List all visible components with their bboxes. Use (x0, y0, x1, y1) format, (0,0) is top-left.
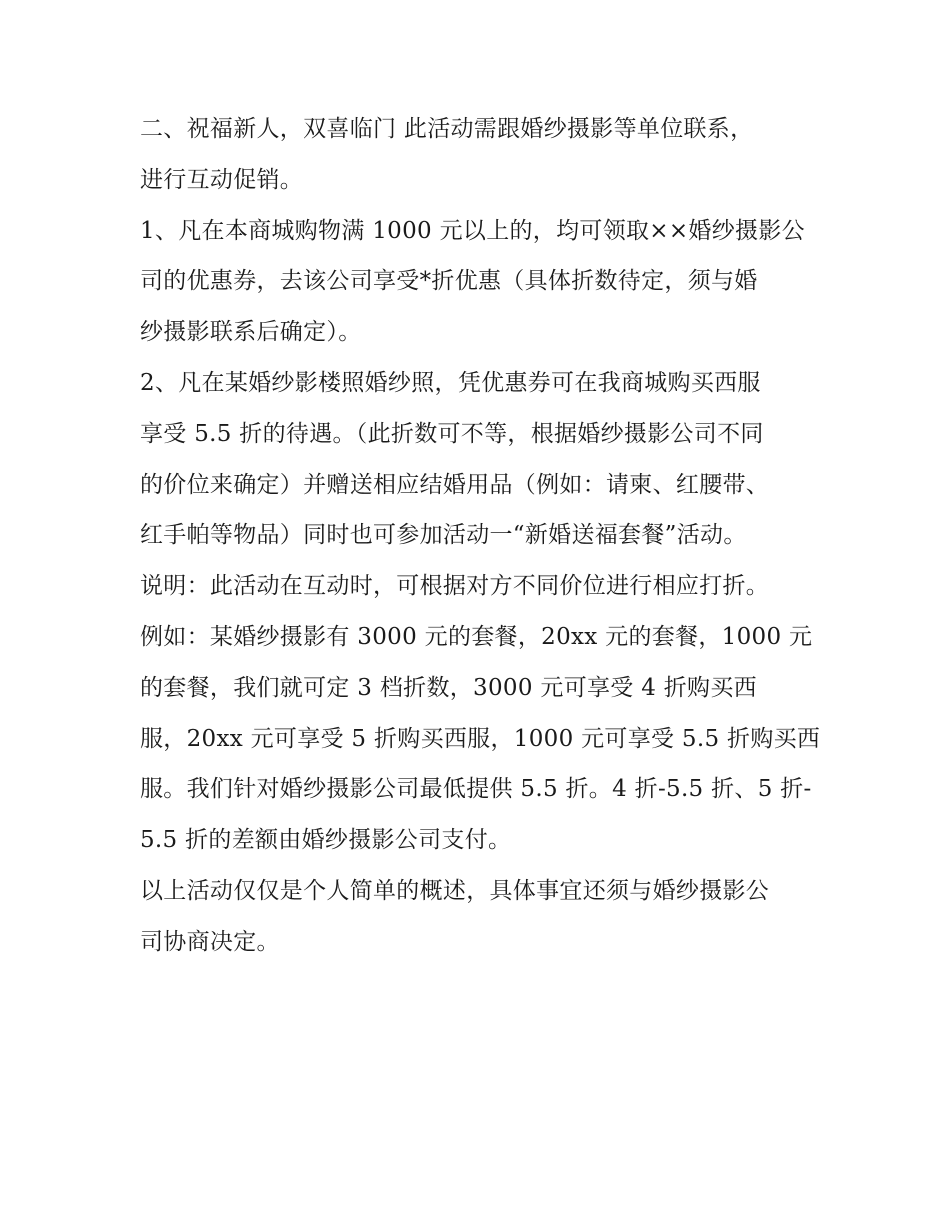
text-line: 的价位来确定）并赠送相应结婚用品（例如：请柬、红腰带、 (140, 471, 770, 498)
text-line: 2、凡在某婚纱影楼照婚纱照，凭优惠券可在我商城购买西服 (140, 369, 761, 396)
text-line: 二、祝福新人，双喜临门 此活动需跟婚纱摄影等单位联系， (140, 116, 754, 142)
text-line: 说明：此活动在互动时，可根据对方不同价位进行相应打折。 (140, 573, 770, 600)
text-line: 司协商决定。 (140, 928, 280, 955)
text-line: 例如：某婚纱摄影有 3000 元的套餐，20xx 元的套餐，1000 元 (140, 623, 813, 650)
text-line: 1、凡在本商城购物满 1000 元以上的，均可领取××婚纱摄影公 (140, 217, 805, 244)
text-line: 的套餐，我们就可定 3 档折数，3000 元可享受 4 折购买西 (140, 674, 757, 701)
text-line: 司的优惠券，去该公司享受*折优惠（具体折数待定，须与婚 (140, 268, 758, 295)
text-line: 5.5 折的差额由婚纱摄影公司支付。 (140, 827, 512, 854)
text-line: 以上活动仅仅是个人简单的概述，具体事宜还须与婚纱摄影公 (140, 877, 770, 904)
text-line: 进行互动促销。 (140, 166, 304, 193)
text-line: 享受 5.5 折的待遇。（此折数可不等，根据婚纱摄影公司不同 (140, 420, 764, 447)
text-line: 纱摄影联系后确定）。 (140, 319, 362, 346)
text-line: 服，20xx 元可享受 5 折购买西服，1000 元可享受 5.5 折购买西 (140, 725, 821, 752)
text-line: 红手帕等物品）同时也可参加活动一“新婚送福套餐”活动。 (140, 522, 747, 549)
text-line: 服。我们针对婚纱摄影公司最低提供 5.5 折。4 折-5.5 折、5 折- (140, 776, 812, 803)
document-body (140, 104, 820, 968)
